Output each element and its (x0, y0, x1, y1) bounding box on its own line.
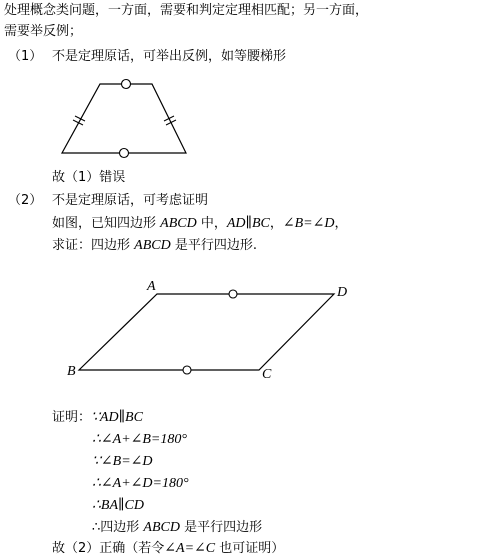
proof-line-2 (92, 432, 187, 448)
side-ad-mark (229, 290, 237, 298)
proof-step-6-text-1: ∴四边形 (92, 520, 144, 535)
prove-text-2: 是平行四边形. (170, 238, 257, 253)
part1-statement: 不是定理原话，可举出反例，如等腰梯形 (52, 49, 287, 64)
given-text-4: ， (334, 216, 348, 231)
proof-step-1: ∵AD∥BC (91, 410, 143, 425)
given-parallel: AD∥BC (226, 216, 270, 231)
vertex-label-d: D (337, 285, 348, 300)
proof-step-5: ∴BA∥CD (92, 498, 144, 513)
proof-step-6-quad: ABCD (143, 520, 180, 535)
part2-conclusion (52, 541, 284, 557)
proof-line-4 (92, 476, 189, 492)
side-bc-mark (183, 366, 191, 374)
conclusion-text-1: 故（2）正确（若令 (52, 541, 165, 556)
part1-number: （1） (8, 49, 43, 64)
vertex-label-b: B (67, 364, 76, 379)
part2-statement: 不是定理原话，可考虑证明 (52, 193, 209, 208)
proof-step-4-value: 180° (161, 476, 189, 491)
prove-text-1: 求证：四边形 (52, 238, 135, 253)
part2-number: （2） (8, 193, 43, 208)
proof-step-3: ∵∠B=∠D (92, 454, 153, 469)
vertex-label-c: C (262, 367, 272, 382)
intro-line-2: 需要举反例； (4, 24, 83, 39)
parallelogram-outline (79, 294, 334, 370)
prove-quad: ABCD (134, 238, 171, 253)
vertex-label-a: A (147, 279, 156, 294)
proof-step-4: ∴∠A+∠D= (92, 476, 162, 491)
conclusion-text-2: 也可证明） (215, 541, 285, 556)
proof-step-2-value: 180° (160, 432, 187, 447)
proof-step-2: ∴∠A+∠B= (92, 432, 161, 447)
given-text-1: 如图，已知四边形 (52, 216, 161, 231)
intro-line-1: 处理概念类问题，一方面，需要和判定定理相匹配；另一方面， (4, 3, 369, 18)
given-text-2: 中， (196, 216, 227, 231)
part1-conclusion: 故（1）错误 (52, 170, 126, 185)
proof-line-1 (52, 410, 143, 426)
given-quad: ABCD (160, 216, 197, 231)
conclusion-math: ∠A=∠C (164, 541, 216, 556)
given-angle: ∠B=∠D (282, 216, 335, 231)
given-text-3: ， (269, 216, 283, 231)
proof-intro: 证明： (52, 410, 92, 425)
proof-line-6 (92, 520, 262, 536)
proof-step-6-text-2: 是平行四边形 (179, 520, 263, 535)
